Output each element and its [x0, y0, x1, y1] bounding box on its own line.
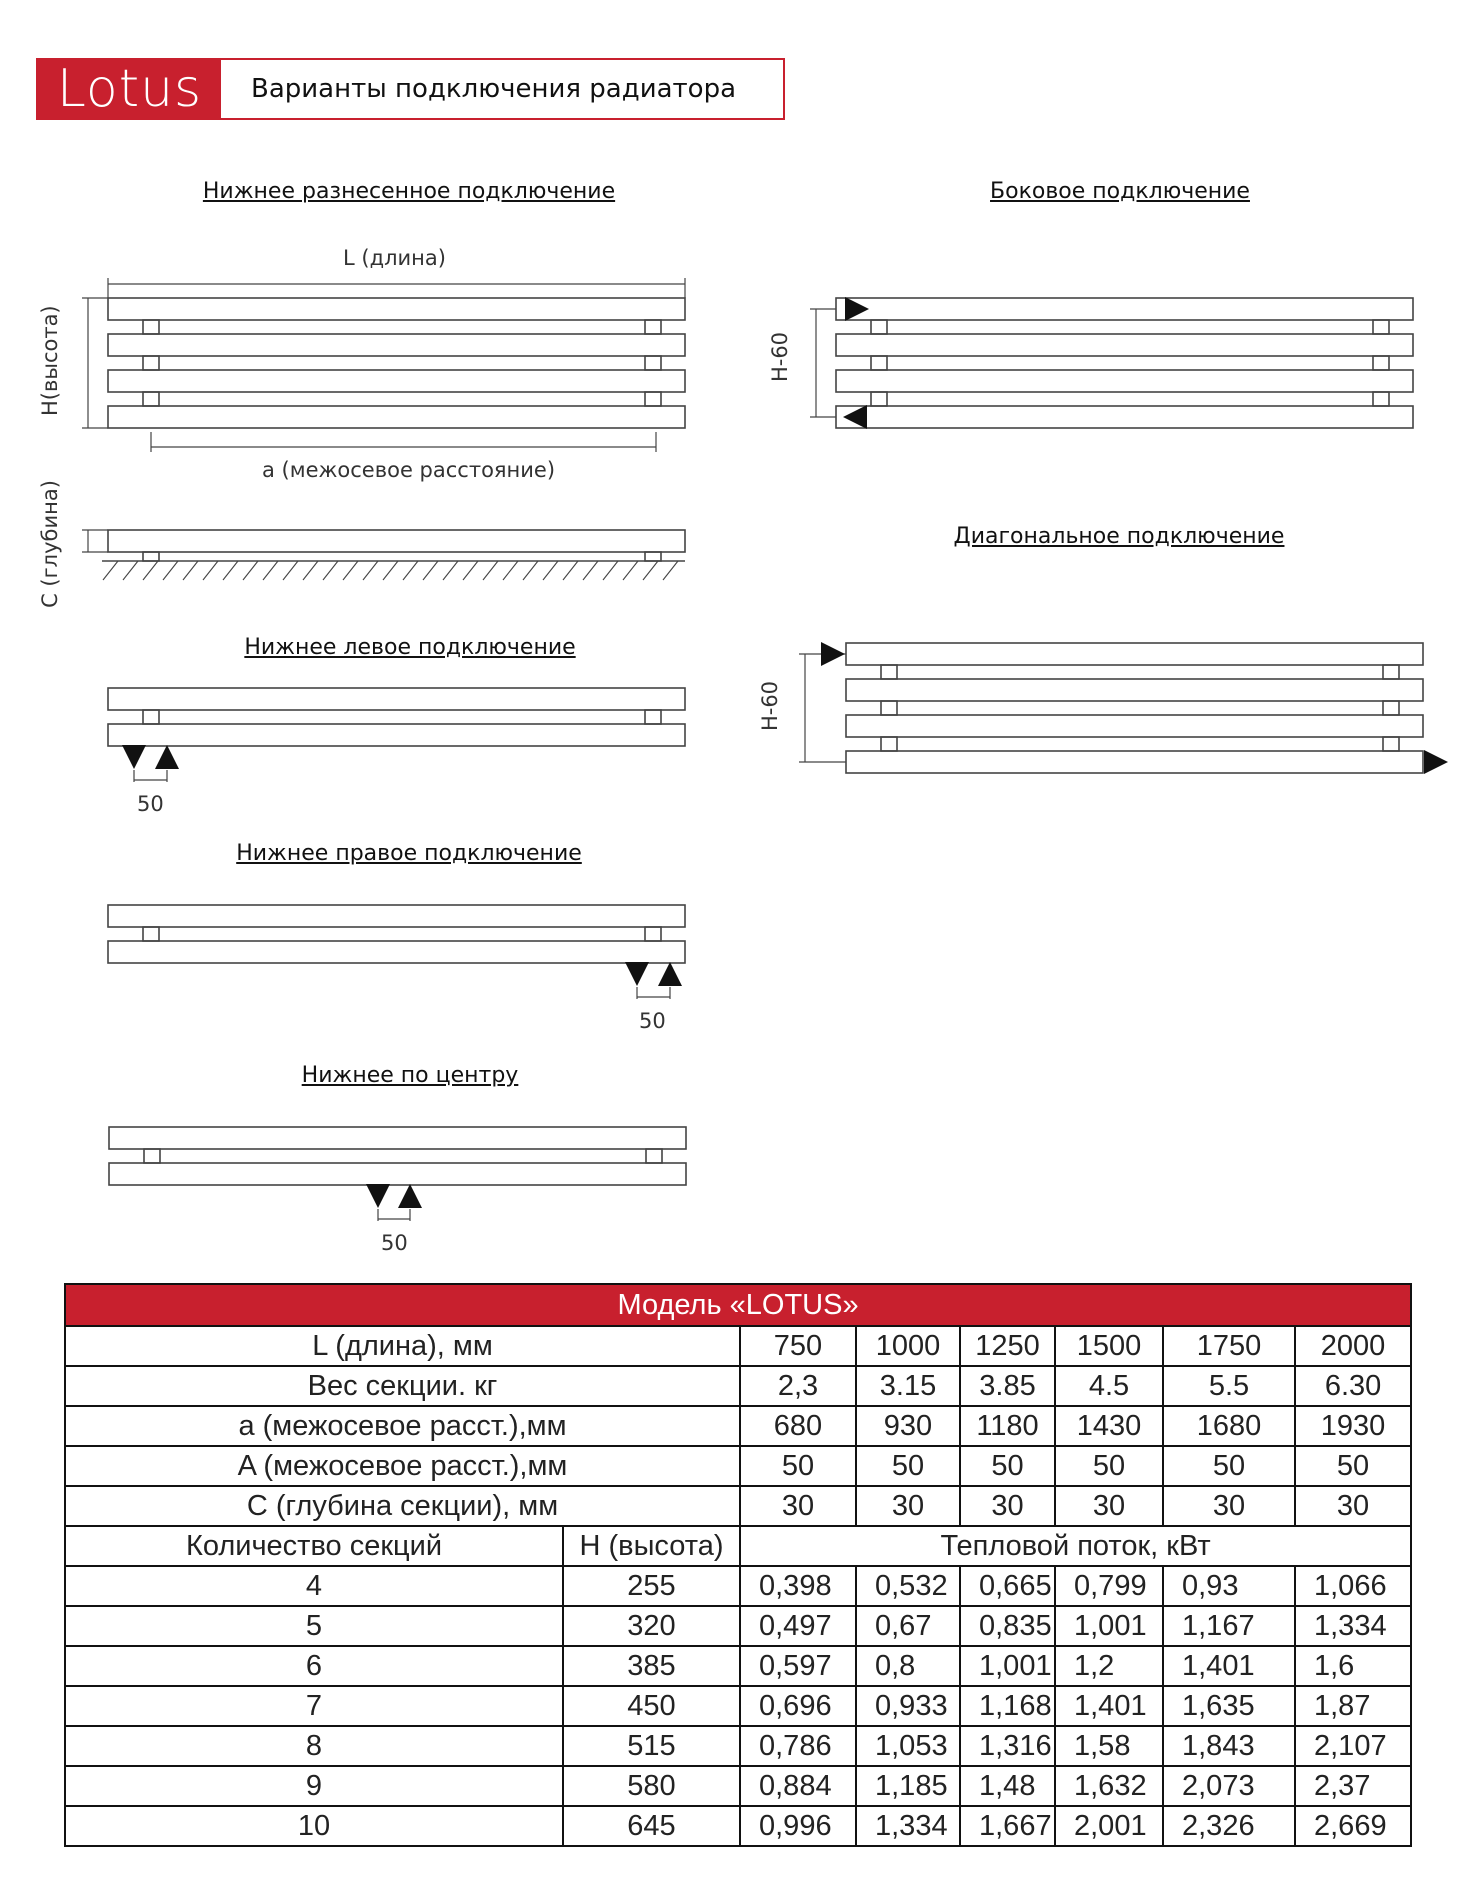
- bottom-left-dim: 50: [137, 792, 164, 816]
- table-row: 10 645 0,996 1,334 1,667 2,001 2,326 2,669: [65, 1806, 1411, 1846]
- table-row: 5 320 0,497 0,67 0,835 1,001 1,167 1,334: [65, 1606, 1411, 1646]
- page-title: Варианты подключения радиатора: [251, 74, 737, 104]
- title-bottom-center: Нижнее по центру: [301, 1063, 519, 1088]
- spec-row: Вес секции. кг 2,3 3.15 3.85 4.5 5.5 6.30: [65, 1366, 1411, 1406]
- radiator-side: [810, 298, 1413, 428]
- radiator-depth-view: [82, 530, 685, 580]
- length-label: L (длина): [343, 246, 446, 270]
- spec-row: A (межосевое расст.),мм 50 50 50 50 50 50: [65, 1446, 1411, 1486]
- title-bottom-left: Нижнее левое подключение: [244, 635, 576, 660]
- spec-row: a (межосевое расст.),мм 680 930 1180 1430 1680 1930: [65, 1406, 1411, 1446]
- title-bottom-right: Нижнее правое подключение: [236, 841, 582, 866]
- axis-distance-label: a (межосевое расстояние): [262, 458, 556, 482]
- flow-header: Тепловой поток, кВт: [740, 1526, 1411, 1566]
- radiator-bottom-right: [108, 905, 685, 999]
- table-row: 4 255 0,398 0,532 0,665 0,799 0,93 1,066: [65, 1566, 1411, 1606]
- side-h-label: H-60: [768, 331, 792, 383]
- spec-row: C (глубина секции), мм 30 30 30 30 30 30: [65, 1486, 1411, 1526]
- table-caption: Модель «LOTUS»: [65, 1284, 1411, 1326]
- title-side: Боковое подключение: [990, 179, 1250, 204]
- table-row: 6 385 0,597 0,8 1,001 1,2 1,401 1,6: [65, 1646, 1411, 1686]
- specs-table: [64, 1283, 1412, 1847]
- table-row: 7 450 0,696 0,933 1,168 1,401 1,635 1,87: [65, 1686, 1411, 1726]
- title-diagonal: Диагональное подключение: [953, 524, 1285, 549]
- bottom-center-dim: 50: [381, 1231, 408, 1255]
- depth-label: C (глубина): [38, 480, 62, 608]
- title-bottom-spread: Нижнее разнесенное подключение: [202, 179, 616, 204]
- radiator-bottom-center: [109, 1127, 686, 1221]
- height-header: H (высота): [563, 1526, 740, 1566]
- height-label: H(высота): [38, 305, 62, 416]
- bottom-right-dim: 50: [639, 1009, 666, 1033]
- table-row: 9 580 0,884 1,185 1,48 1,632 2,073 2,37: [65, 1766, 1411, 1806]
- sub-header-row: [65, 1526, 1411, 1566]
- table-row: 8 515 0,786 1,053 1,316 1,58 1,843 2,107: [65, 1726, 1411, 1766]
- count-header: Количество секций: [65, 1526, 563, 1566]
- radiator-bottom-spread: [82, 278, 685, 452]
- spec-row: L (длина), мм 750 1000 1250 1500 1750 2000: [65, 1326, 1411, 1366]
- brand-logo: Lotus: [38, 60, 221, 118]
- diagonal-h-label: H-60: [758, 680, 782, 732]
- radiator-diagonal: [799, 643, 1445, 773]
- radiator-bottom-left: [108, 688, 685, 782]
